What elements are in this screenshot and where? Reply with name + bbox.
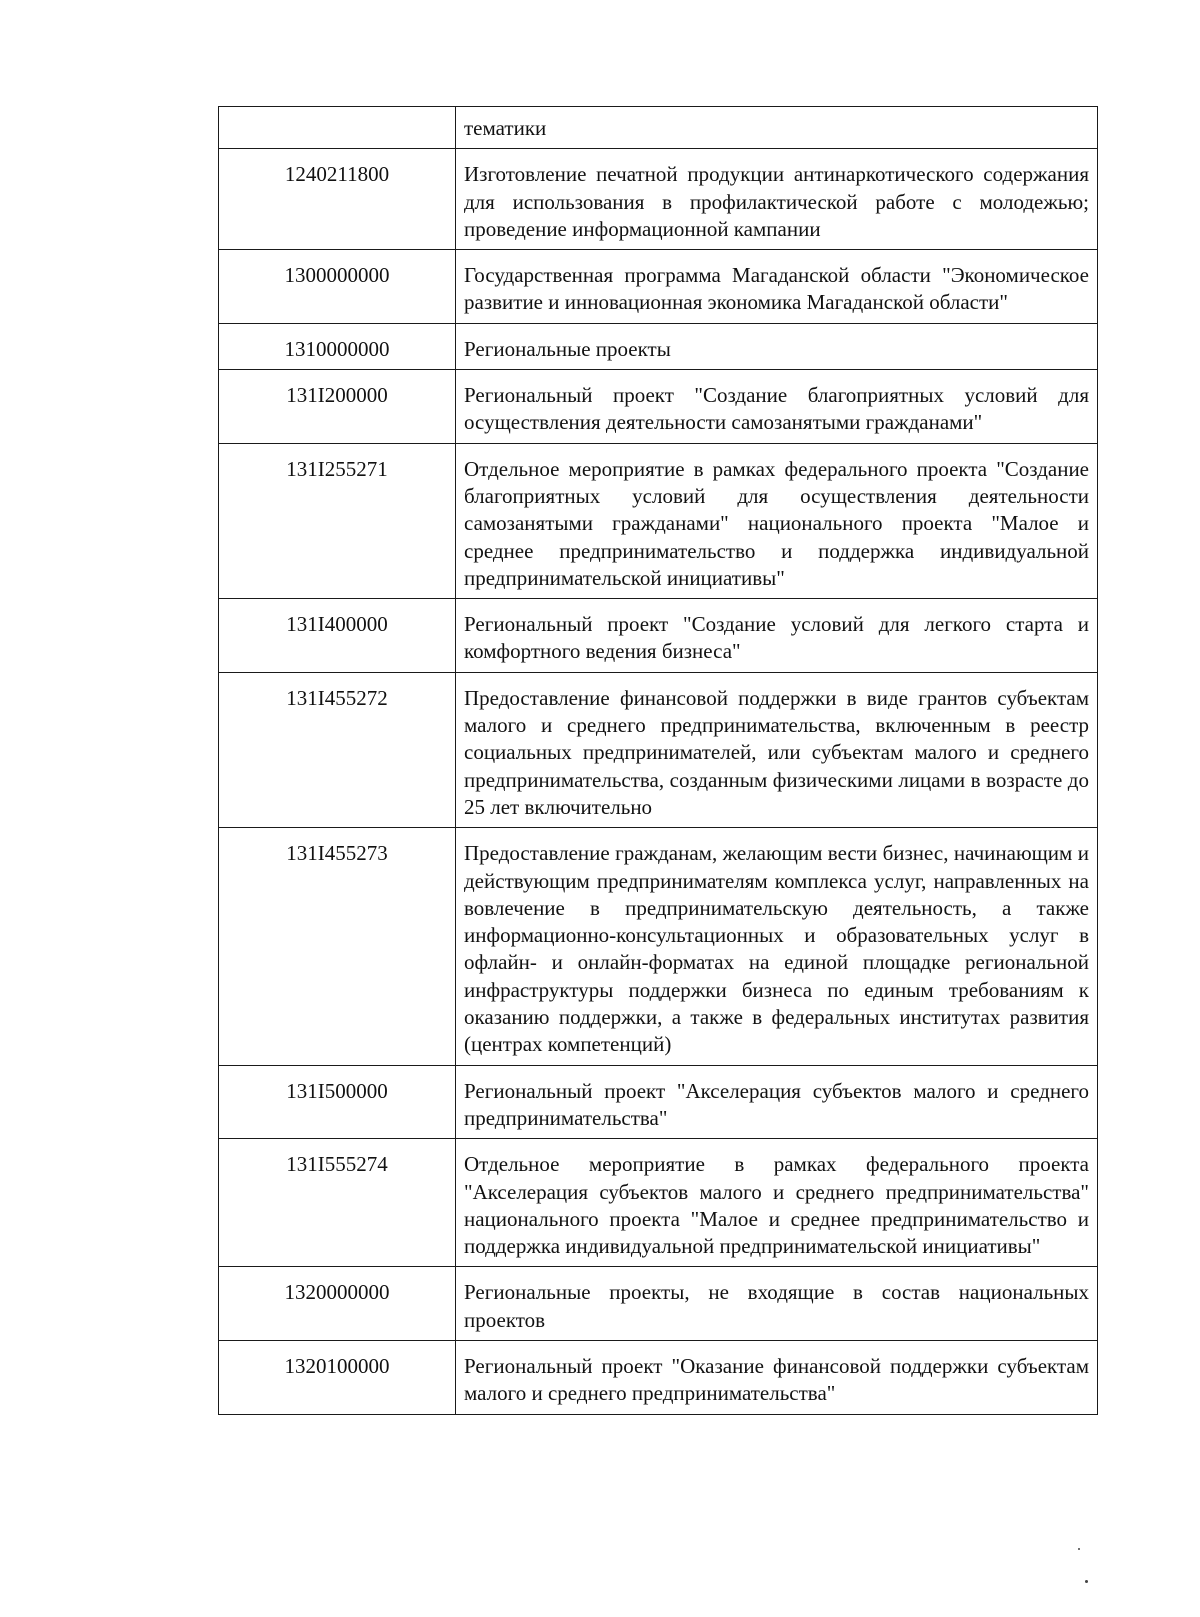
code-cell: 131I200000 xyxy=(219,370,456,444)
description-cell: тематики xyxy=(456,107,1098,149)
table-row xyxy=(219,370,1098,444)
code-cell: 1300000000 xyxy=(219,250,456,324)
table-row xyxy=(219,250,1098,324)
table-row xyxy=(219,672,1098,827)
description-cell: Предоставление гражданам, желающим вести бизнес, начинающим и действующим предпринимателям комплекса услуг, направленных на вовлечение в предпринимательскую деятельность, а также информационно-консультационных и образовательных услуг в офлайн- и онлайн-форматах на единой площадке региональной инфраструктуры поддержки бизнеса по единым требованиям к оказанию поддержки, а также в федеральных институтах развития (центрах компетенций) xyxy=(456,828,1098,1065)
code-cell: 131I455272 xyxy=(219,672,456,827)
code-cell: 1320100000 xyxy=(219,1340,456,1414)
table-row xyxy=(219,107,1098,149)
table-row xyxy=(219,1139,1098,1267)
table-body xyxy=(219,107,1098,1415)
description-cell: Предоставление финансовой поддержки в виде грантов субъектам малого и среднего предпринимательства, включенным в реестр социальных предпринимателей, или субъектам малого и среднего предпринимательства, созданным физическими лицами в возрасте до 25 лет включительно xyxy=(456,672,1098,827)
budget-code-table xyxy=(218,106,1098,1415)
table-row xyxy=(219,599,1098,673)
description-cell: Отдельное мероприятие в рамках федерального проекта "Создание благоприятных условий для осуществления деятельности самозанятыми гражданами" национального проекта "Малое и среднее предпринимательство и поддержка индивидуальной предпринимательской инициативы" xyxy=(456,443,1098,598)
description-cell: Отдельное мероприятие в рамках федерального проекта "Акселерация субъектов малого и среднего предпринимательства" национального проекта "Малое и среднее предпринимательство и поддержка индивидуальной предпринимательской инициативы" xyxy=(456,1139,1098,1267)
description-cell: Региональный проект "Создание благоприятных условий для осуществления деятельности самозанятыми гражданами" xyxy=(456,370,1098,444)
description-cell: Региональные проекты xyxy=(456,323,1098,369)
scan-speck xyxy=(1078,1548,1080,1550)
table-row xyxy=(219,323,1098,369)
description-cell: Региональный проект "Создание условий для легкого старта и комфортного ведения бизнеса" xyxy=(456,599,1098,673)
code-cell: 131I455273 xyxy=(219,828,456,1065)
table-row xyxy=(219,1340,1098,1414)
code-cell: 131I500000 xyxy=(219,1065,456,1139)
code-cell: 1320000000 xyxy=(219,1267,456,1341)
scan-speck xyxy=(1085,1580,1088,1583)
description-cell: Региональные проекты, не входящие в состав национальных проектов xyxy=(456,1267,1098,1341)
description-cell: Государственная программа Магаданской области "Экономическое развитие и инновационная экономика Магаданской области" xyxy=(456,250,1098,324)
description-cell: Региональный проект "Акселерация субъектов малого и среднего предпринимательства" xyxy=(456,1065,1098,1139)
code-cell: 131I255271 xyxy=(219,443,456,598)
table-row xyxy=(219,443,1098,598)
table-row xyxy=(219,828,1098,1065)
code-cell: 1310000000 xyxy=(219,323,456,369)
code-cell: 131I400000 xyxy=(219,599,456,673)
table-row xyxy=(219,1065,1098,1139)
table-row xyxy=(219,149,1098,250)
code-cell: 131I555274 xyxy=(219,1139,456,1267)
description-cell: Изготовление печатной продукции антинаркотического содержания для использования в профилактической работе с молодежью; проведение информационной кампании xyxy=(456,149,1098,250)
code-cell: 1240211800 xyxy=(219,149,456,250)
description-cell: Региональный проект "Оказание финансовой поддержки субъектам малого и среднего предпринимательства" xyxy=(456,1340,1098,1414)
code-cell xyxy=(219,107,456,149)
table-row xyxy=(219,1267,1098,1341)
